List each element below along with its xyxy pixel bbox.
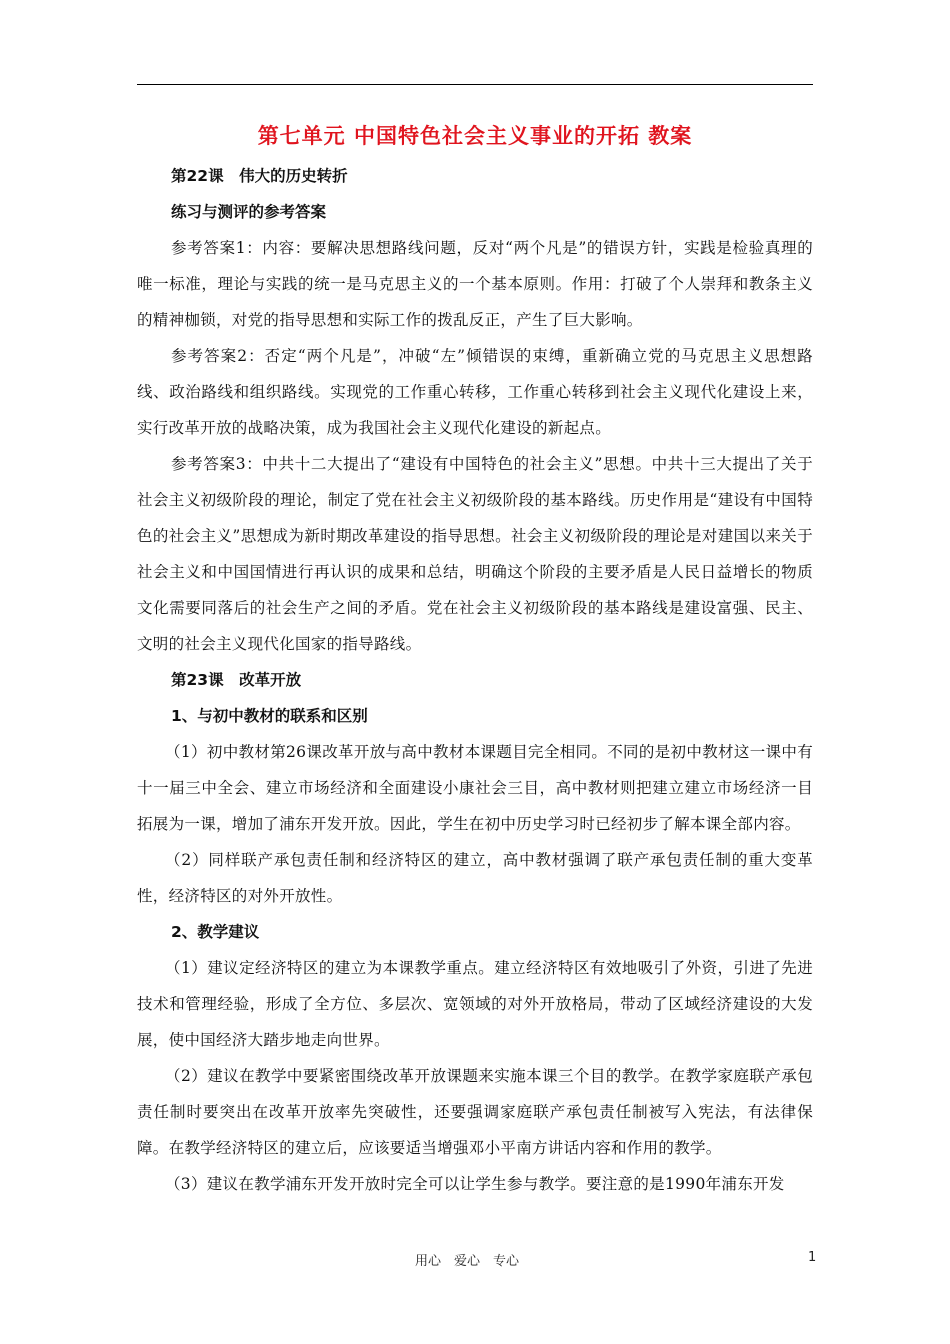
section-2-paragraph-2: （2）建议在教学中要紧密围绕改革开放课题来实施本课三个目的教学。在教学家庭联产承包责任制时要突出在改革开放率先突破性，还要强调家庭联产承包责任制被写入宪法，有法律保障。在教学经济特区的建立后，应该要适当增强邓小平南方讲话内容和作用的教学。 (137, 1067, 813, 1157)
page-number: 1 (808, 1250, 817, 1265)
section-1-paragraph-2: （2）同样联产承包责任制和经济特区的建立，高中教材强调了联产承包责任制的重大变革性，经济特区的对外开放性。 (137, 851, 813, 905)
footer-motto: 用心 爱心 专心 (415, 1254, 520, 1269)
lesson-22-heading: 第22课 伟大的历史转折 (171, 167, 348, 185)
document-title: 第七单元 中国特色社会主义事业的开拓 教案 (257, 124, 693, 148)
section-2-paragraph-3: （3）建议在教学浦东开发开放时完全可以让学生参与教学。要注意的是1990年浦东开发 (165, 1175, 785, 1193)
answer-1: 参考答案1：内容：要解决思想路线问题，反对“两个凡是”的错误方针，实践是检验真理的唯一标准，理论与实践的统一是马克思主义的一个基本原则。作用：打破了个人崇拜和教条主义的精神枷锁，对党的指导思想和实际工作的拨乱反正，产生了巨大影响。 (137, 239, 813, 329)
section-2-paragraph-1: （1）建议定经济特区的建立为本课教学重点。建立经济特区有效地吸引了外资，引进了先进技术和管理经验，形成了全方位、多层次、宽领域的对外开放格局，带动了区域经济建设的大发展，使中国经济大踏步地走向世界。 (137, 959, 813, 1049)
section-2-heading: 2、教学建议 (171, 923, 260, 941)
answer-3: 参考答案3：中共十二大提出了“建设有中国特色的社会主义”思想。中共十三大提出了关于社会主义初级阶段的理论，制定了党在社会主义初级阶段的基本路线。历史作用是“建设有中国特色的社会主义”思想成为新时期改革建设的指导思想。社会主义初级阶段的理论是对建国以来关于社会主义和中国国情进行再认识的成果和总结，明确这个阶段的主要矛盾是人民日益增长的物质文化需要同落后的社会生产之间的矛盾。党在社会主义初级阶段的基本路线是建设富强、民主、文明的社会主义现代化国家的指导路线。 (137, 455, 813, 653)
lesson-23-heading: 第23课 改革开放 (171, 671, 302, 689)
document-body (137, 158, 813, 1202)
header-rule (137, 84, 813, 85)
answers-heading: 练习与测评的参考答案 (171, 203, 327, 221)
answer-2: 参考答案2：否定“两个凡是”，冲破“左”倾错误的束缚，重新确立党的马克思主义思想路线、政治路线和组织路线。实现党的工作重心转移，工作重心转移到社会主义现代化建设上来，实行改革开放的战略决策，成为我国社会主义现代化建设的新起点。 (137, 347, 813, 437)
section-1-paragraph-1: （1）初中教材第26课改革开放与高中教材本课题目完全相同。不同的是初中教材这一课中有十一届三中全会、建立市场经济和全面建设小康社会三目，高中教材则把建立建立市场经济一目拓展为一课，增加了浦东开发开放。因此，学生在初中历史学习时已经初步了解本课全部内容。 (137, 743, 813, 833)
section-1-heading: 1、与初中教材的联系和区别 (171, 707, 368, 725)
